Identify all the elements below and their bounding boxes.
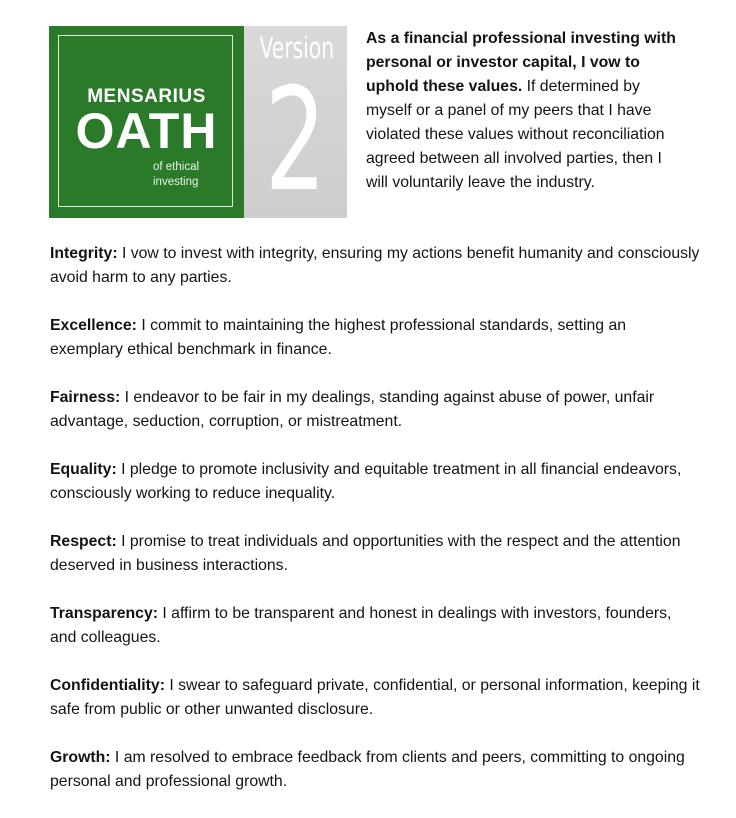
value-text: I commit to maintaining the highest professional standards, setting an exemplary ethical benchmark in finance.	[50, 317, 627, 358]
logo-version-panel	[244, 26, 347, 223]
value-term: Respect:	[50, 533, 117, 550]
value-term: Integrity:	[50, 245, 118, 262]
value-text: I swear to safeguard private, confidential, or personal information, keeping it safe from public or other unwanted disclosure.	[50, 677, 700, 718]
intro-text: If determined by myself or a panel of my peers that I have violated these values without reconciliation agreed between all involved parties, then I will voluntarily leave the industry.	[366, 78, 665, 191]
value-integrity	[50, 242, 700, 290]
value-fairness	[50, 386, 700, 434]
value-equality	[50, 458, 700, 506]
value-text: I pledge to promote inclusivity and equitable treatment in all financial endeavors, consciously working to reduce inequality.	[50, 461, 682, 502]
intro-bold: As a financial professional investing with personal or investor capital, I vow to uphold these values.	[366, 30, 676, 95]
logo-version-label: Version	[259, 31, 335, 65]
logo-title: OATH	[75, 103, 218, 159]
value-term: Fairness:	[50, 389, 121, 406]
value-growth	[50, 746, 700, 794]
value-term: Excellence:	[50, 317, 137, 334]
logo-subtitle-line1: of ethical	[153, 161, 200, 173]
logo-subtitle-line2: investing	[153, 176, 199, 188]
value-term: Transparency:	[50, 605, 158, 622]
value-respect	[50, 530, 700, 578]
value-term: Growth:	[50, 749, 111, 766]
value-excellence	[50, 314, 700, 362]
value-term: Equality:	[50, 461, 117, 478]
logo-brand: MENSARIUS	[87, 86, 206, 107]
logo-version-number: 2	[264, 58, 327, 223]
values-list	[50, 242, 700, 818]
value-confidentiality	[50, 674, 700, 722]
value-text: I endeavor to be fair in my dealings, standing against abuse of power, unfair advantage, seduction, corruption, or mistreatment.	[50, 389, 655, 430]
logo-green-panel	[49, 26, 244, 218]
logo-subtitle	[153, 160, 199, 190]
oath-logo	[49, 26, 347, 223]
value-text: I vow to invest with integrity, ensuring my actions benefit humanity and consciously avoid harm to any parties.	[50, 245, 700, 286]
value-text: I promise to treat individuals and opportunities with the respect and the attention deserved in business interactions.	[50, 533, 681, 574]
value-term: Confidentiality:	[50, 677, 165, 694]
value-text: I am resolved to embrace feedback from clients and peers, committing to ongoing personal and professional growth.	[50, 749, 685, 790]
intro-paragraph	[366, 27, 686, 195]
value-text: I affirm to be transparent and honest in dealings with investors, founders, and colleagues.	[50, 605, 672, 646]
value-transparency	[50, 602, 700, 650]
